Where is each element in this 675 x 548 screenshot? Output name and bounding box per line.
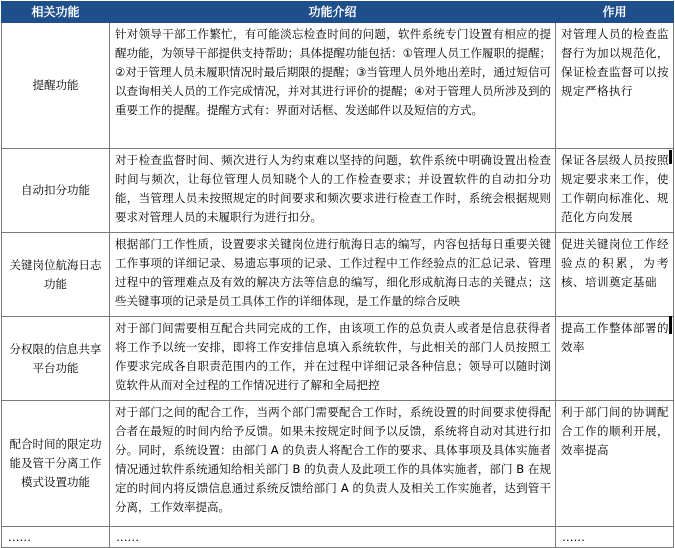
table-row-ellipsis xyxy=(2,527,674,548)
feature-description: 对于部门间需要相互配合共同完成的工作，由该项工作的总负责人或者是信息获得者将工作予以统一安排，即将工作安排信息填入系统软件，与此相关的部门人员按照工作要求完成各自职责范围内的工作，并在过程中详细记录各种信息；领导可以随时浏览软件从而对全过程的工作情况进行了解和全局把控 xyxy=(110,317,556,401)
header-row xyxy=(2,2,674,23)
feature-purpose: 提高工作整体部署的效率 xyxy=(556,317,674,401)
header-description: 功能介绍 xyxy=(110,2,556,23)
feature-name: 自动扣分功能 xyxy=(2,149,110,233)
feature-name: 提醒功能 xyxy=(2,23,110,149)
table-row-info-sharing xyxy=(2,317,674,401)
feature-table xyxy=(1,1,674,548)
feature-name: 配合时间的限定功能及管干分离工作模式设置功能 xyxy=(2,401,110,527)
feature-description: 对于部门之间的配合工作，当两个部门需要配合工作时，系统设置的时间要求使得配合者在最短的时间内给予反馈。如果未按规定时间予以反馈，系统将自动对其进行扣分。同时，系统设置：由部门 A 的负责人将配合工作的要求、具体事项及具体实施者情况通过软件系统通知给相关部门 B 的负责人及此项工作的具体实施者，部门 B 在规定的时间内将反馈信息通过系统反馈给部门 A 的负责人及相关工作实施者，达到管干分离，工作效率提高。 xyxy=(110,401,556,527)
feature-purpose: 保证各层级人员按照规定要求来工作，使工作朝向标准化、规范化方向发展 xyxy=(556,149,674,233)
border-mark xyxy=(669,316,672,334)
table-row-time-limit xyxy=(2,401,674,527)
table-row-reminder xyxy=(2,23,674,149)
feature-purpose: 利于部门间的协调配合工作的顺利开展，效率提高 xyxy=(556,401,674,527)
border-mark xyxy=(669,150,672,164)
table-row-auto-deduction xyxy=(2,149,674,233)
header-purpose: 作用 xyxy=(556,2,674,23)
feature-name: 分权限的信息共享平台功能 xyxy=(2,317,110,401)
feature-purpose: 对管理人员的检查监督行为加以规范化，保证检查监督可以按规定严格执行 xyxy=(556,23,674,149)
ellipsis-name: …… xyxy=(2,527,110,548)
table-row-logbook xyxy=(2,233,674,317)
ellipsis-purpose: …… xyxy=(556,527,674,548)
feature-description: 对于检查监督时间、频次进行人为约束难以坚持的问题，软件系统中明确设置出检查时间与频次，让每位管理人员知晓个人的工作检查要求；并设置软件的自动扣分功能，当管理人员未按照规定的时间要求和频次要求进行检查工作时，系统会根据规则要求对管理人员的未履职行为进行扣分。 xyxy=(110,149,556,233)
header-feature: 相关功能 xyxy=(2,2,110,23)
feature-description: 根据部门工作性质，设置要求关键岗位进行航海日志的编写，内容包括每日重要关键工作事项的详细记录、易遗忘事项的记录、工作过程中工作经验点的汇总记录、管理过程中的管理难点及有效的解决方法等信息的编写，细化形成航海日志的关键点；这些关键事项的记录是员工具体工作的详细体现，是工作量的综合反映 xyxy=(110,233,556,317)
ellipsis-description: …… xyxy=(110,527,556,548)
feature-purpose: 促进关键岗位工作经验点的积累，为考核、培训奠定基础 xyxy=(556,233,674,317)
feature-description: 针对领导干部工作繁忙，有可能淡忘检查时间的问题，软件系统专门设置有相应的提醒功能，为领导干部提供支持帮助；具体提醒功能包括：①管理人员工作履职的提醒；②对于管理人员未履职情况时最后期限的提醒；③当管理人员外地出差时，通过短信可以查询相关人员的工作完成情况，并对其进行评价的提醒；④对于管理人员所涉及到的重要工作的提醒。提醒方式有：界面对话框、发送邮件以及短信的方式。 xyxy=(110,23,556,149)
feature-name: 关键岗位航海日志功能 xyxy=(2,233,110,317)
